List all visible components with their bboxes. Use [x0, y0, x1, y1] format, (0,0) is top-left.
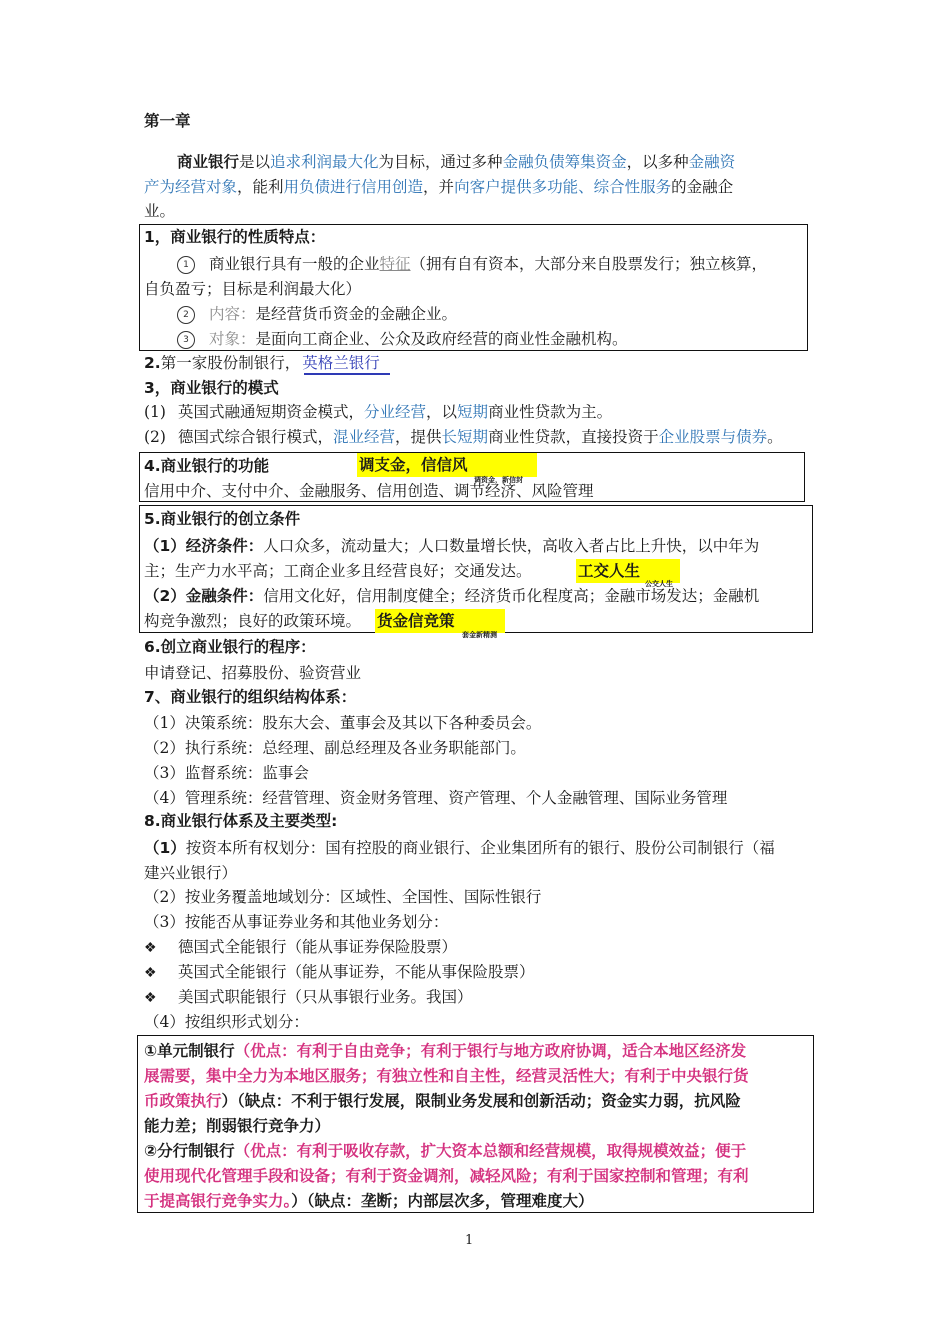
text: ，提供	[395, 428, 442, 446]
term-commercial-bank: 商业银行	[177, 153, 240, 171]
definition-line-1	[177, 151, 735, 173]
text: （拥有自有资本，大部分来自股票发行；独立核算，	[410, 255, 768, 273]
bank-name: 英格兰银行	[302, 354, 380, 372]
text: ，能利	[237, 178, 284, 196]
circled-number-2: 2	[177, 306, 195, 324]
section-5-fin-line-1	[144, 585, 759, 607]
item-number: (1)	[144, 403, 166, 421]
text: 德国式全能银行（能从事证券保险股票）	[178, 938, 458, 956]
text: ，以	[426, 403, 458, 421]
section-1-item-1	[177, 253, 767, 275]
text: 。	[767, 428, 783, 446]
section-5-fin-line-2: 构竞争激烈；良好的政策环境。	[144, 612, 362, 630]
section-2-line	[144, 352, 382, 374]
condition-heading: （2）金融条件：	[144, 587, 264, 605]
branch-bank-line-2: 使用现代化管理手段和设备；有利于资金调剂，减轻风险；有利于国家控制和管理；有利	[144, 1166, 749, 1185]
chapter-heading: 第一章	[144, 112, 191, 130]
highlight-text: 企业股票与债券	[658, 428, 768, 446]
bank-name-underline	[304, 373, 390, 375]
unit-bank-line-1	[144, 1040, 746, 1062]
circled-number-3: 3	[177, 331, 195, 349]
page-number: 1	[465, 1233, 474, 1248]
text: 的金融企	[671, 178, 734, 196]
pros-text: （优点：有利于吸收存款，扩大资本总额和经营规模，取得规模效益；便于	[234, 1141, 747, 1160]
text: 第一家股份制银行，	[160, 354, 301, 372]
section-5-econ-mnemonic: 工交人生	[576, 559, 680, 583]
section-3-item-2	[144, 426, 783, 448]
text: 按资本所有权划分：国有控股的商业银行、企业集团所有的银行、股份公司制银行（福	[185, 839, 775, 857]
section-3-item-1	[144, 401, 612, 423]
text: 美国式职能银行（只从事银行业务。我国）	[178, 988, 473, 1006]
section-7-item-3: （3）监督系统：监事会	[144, 764, 309, 782]
section-1-title: 1，商业银行的性质特点：	[144, 228, 326, 246]
section-4-mnemonic-note: 调资金，新信封	[474, 476, 523, 484]
highlight-text: 向客户提供多功能、综合性服务	[454, 178, 672, 196]
section-7-item-4: （4）管理系统：经营管理、资金财务管理、资产管理、个人金融管理、国际业务管理	[144, 789, 728, 807]
section-8-item-4: （4）按组织形式划分：	[144, 1013, 309, 1031]
section-8-bullet-3	[144, 986, 473, 1009]
section-4-title: 4.商业银行的功能	[144, 457, 270, 475]
cons-text: ）（缺点：不利于银行发展，限制业务发展和创新活动；资金实力弱，抗风险	[221, 1092, 741, 1110]
text: 是面向工商企业、公众及政府经营的商业性金融机构。	[255, 330, 628, 348]
section-5-econ-note: 公交人生	[645, 580, 673, 588]
text: 英国式融通短期资金模式，	[178, 403, 365, 421]
highlight-text: 短期	[457, 403, 489, 421]
unit-bank-line-4: 能力差；削弱银行竞争力）	[144, 1117, 331, 1135]
pros-text: （优点：有利于自由竞争；有利于银行与地方政府协调，适合本地区经济发	[234, 1041, 747, 1060]
label-text: 内容：	[209, 305, 256, 323]
text: 是经营货币资金的金融企业。	[255, 305, 458, 323]
branch-bank-line-1	[144, 1140, 746, 1162]
section-7-item-1: （1）决策系统：股东大会、董事会及其以下各种委员会。	[144, 714, 542, 732]
text: 信用文化好，信用制度健全；经济货币化程度高；金融市场发达；金融机	[263, 587, 760, 605]
section-5-econ-line-1	[144, 535, 759, 557]
highlight-text: 混业经营	[333, 428, 396, 446]
text: 英国式全能银行（能从事证券，不能从事保险股票）	[178, 963, 535, 981]
definition-line-2	[144, 176, 733, 198]
section-8-item-2: （2）按业务覆盖地域划分：区域性、全国性、国际性银行	[144, 888, 542, 906]
unit-bank-line-2: 展需要，集中全力为本地区服务；有独立性和自主性，经营灵活性大；有利于中央银行货	[144, 1066, 749, 1085]
definition-line-3: 业。	[144, 202, 176, 220]
section-8-item-1	[144, 837, 775, 859]
section-6-title: 6.创立商业银行的程序：	[144, 638, 316, 656]
text: 商业银行具有一般的企业	[209, 255, 380, 273]
highlight-text: 用负债进行信用创造	[283, 178, 424, 196]
section-7-title: 7、商业银行的组织结构体系：	[144, 688, 357, 706]
section-8-title: 8.商业银行体系及主要类型:	[144, 812, 338, 830]
section-8-item-3: （3）按能否从事证券业务和其他业务划分：	[144, 913, 449, 931]
section-4-text: 信用中介、支付中介、金融服务、信用创造、调节经济、风险管理	[144, 482, 594, 500]
section-1-item-1-cont: 自负盈亏；目标是利润最大化）	[144, 280, 362, 298]
diamond-bullet-icon: ❖	[144, 990, 157, 1006]
pros-text: 于提高银行竞争实力。	[144, 1191, 292, 1210]
diamond-bullet-icon: ❖	[144, 965, 157, 981]
item-number: (2)	[144, 428, 166, 446]
section-5-econ-line-2: 主；生产力水平高；工商企业多且经营良好；交通发达。	[144, 562, 532, 580]
highlight-text: 长短期	[441, 428, 489, 446]
cons-text: ）（缺点：垄断；内部层次多，管理难度大）	[291, 1192, 594, 1210]
section-8-item-1-cont: 建兴业银行）	[144, 864, 238, 882]
text: 是以	[239, 153, 271, 171]
section-number: 2.	[144, 354, 161, 372]
section-5-title: 5.商业银行的创立条件	[144, 510, 301, 528]
section-7-item-2: （2）执行系统：总经理、副总经理及各业务职能部门。	[144, 739, 526, 757]
section-8-bullet-2	[144, 961, 535, 984]
pros-text: 币政策执行	[144, 1091, 222, 1110]
text: 德国式综合银行模式，	[178, 428, 334, 446]
text: ，并	[423, 178, 455, 196]
branch-bank-line-3	[144, 1190, 594, 1212]
label-text: 对象：	[209, 330, 256, 348]
section-6-text: 申请登记、招募股份、验资营业	[144, 664, 362, 682]
section-1-item-3	[177, 328, 628, 350]
text: 商业性贷款为主。	[488, 403, 613, 421]
section-3-title: 3，商业银行的模式	[144, 379, 279, 397]
org-form-title: ②分行制银行	[144, 1142, 235, 1160]
text: 商业性贷款，直接投资于	[488, 428, 659, 446]
unit-bank-line-3	[144, 1090, 741, 1112]
highlight-text: 追求利润最大化	[270, 153, 379, 171]
diamond-bullet-icon: ❖	[144, 940, 157, 956]
section-5-fin-mnemonic: 货金信竞策	[375, 609, 505, 633]
org-form-title: ①单元制银行	[144, 1042, 235, 1060]
condition-heading: （1）经济条件：	[144, 537, 264, 555]
highlight-text: 金融负债筹集资金	[502, 153, 627, 171]
circled-number-1: 1	[177, 256, 195, 274]
highlight-text: 分业经营	[364, 403, 427, 421]
text: 人口众多，流动量大；人口数量增长快，高收入者占比上升快，以中年为	[263, 537, 760, 555]
highlight-text: 产为经营对象	[144, 178, 238, 196]
section-8-bullet-1	[144, 936, 457, 959]
highlight-text: 金融资	[688, 153, 736, 171]
item-number: （1）	[144, 839, 186, 857]
text: ，以多种	[626, 153, 689, 171]
text: 为目标，通过多种	[378, 153, 503, 171]
section-4-mnemonic: 调支金，信信风	[357, 453, 537, 477]
section-1-item-2	[177, 303, 457, 325]
underlined-text: 特征	[379, 255, 411, 273]
section-5-fin-note: 套金新精测	[462, 631, 497, 639]
